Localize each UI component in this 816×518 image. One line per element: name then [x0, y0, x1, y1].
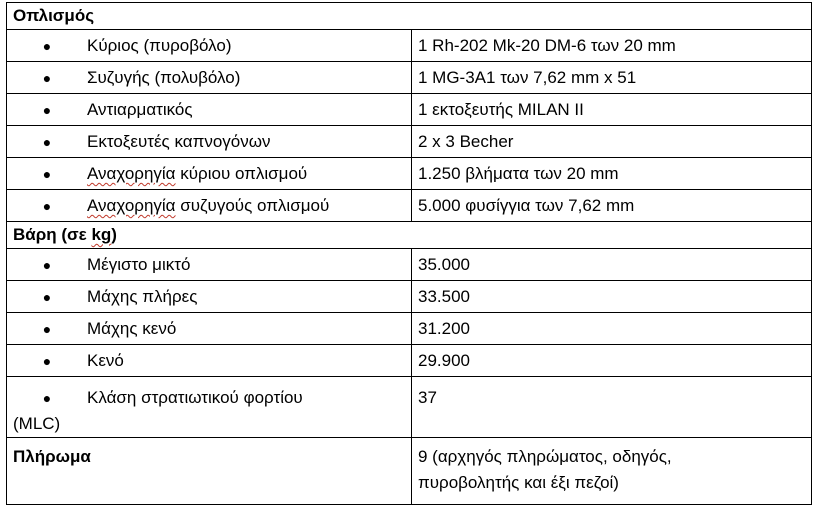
bullet-icon: ●	[42, 390, 52, 406]
crew-value-line-1: 9 (αρχηγός πληρώματος, οδηγός,	[418, 447, 672, 466]
section-title: Οπλισμός	[7, 3, 812, 30]
table-row	[7, 62, 812, 94]
specifications-table	[6, 2, 812, 505]
section-title: Βάρη (σε kg)	[7, 222, 812, 249]
crew-value-line-2: πυροβολητής και έξι πεζοί)	[418, 473, 619, 492]
section-header-armament	[7, 3, 812, 30]
crew-label: Πλήρωμα	[7, 438, 412, 505]
row-label: Μάχης πλήρες	[87, 287, 198, 306]
table-row	[7, 158, 812, 190]
table-row	[7, 190, 812, 222]
row-value: 37	[418, 388, 437, 407]
row-label: Κύριος (πυροβόλο)	[87, 36, 232, 55]
spellcheck-word: kg	[91, 225, 112, 244]
row-label: Εκτοξευτές καπνογόνων	[87, 132, 271, 151]
row-label: Κλάση στρατιωτικού φορτίου	[87, 388, 303, 407]
row-value: 5.000 φυσίγγια των 7,62 mm	[418, 196, 635, 215]
table-row	[7, 126, 812, 158]
row-value: 2 x 3 Becher	[418, 132, 514, 151]
spellcheck-word: Αναχορηγία	[87, 164, 176, 183]
row-value: 1 εκτοξευτής MILAN II	[418, 100, 584, 119]
row-value: 29.900	[418, 351, 470, 370]
bullet-icon: ●	[42, 38, 52, 54]
table-row	[7, 313, 812, 345]
bullet-icon: ●	[42, 198, 52, 214]
row-label: συζυγούς οπλισμού	[175, 196, 330, 215]
table-row	[7, 30, 812, 62]
bullet-icon: ●	[42, 257, 52, 273]
row-label: Αντιαρματικός	[87, 100, 193, 119]
table-row	[7, 345, 812, 377]
bullet-icon: ●	[42, 102, 52, 118]
row-value: 33.500	[418, 287, 470, 306]
row-label: Μάχης κενό	[87, 319, 177, 338]
row-label: Μέγιστο μικτό	[87, 255, 191, 274]
table-row	[7, 249, 812, 281]
table-row	[7, 94, 812, 126]
row-label-continuation: (MLC)	[13, 414, 61, 433]
row-value: 35.000	[418, 255, 470, 274]
row-value: 1 MG-3A1 των 7,62 mm x 51	[418, 68, 637, 87]
section-header-weights	[7, 222, 812, 249]
bullet-icon: ●	[42, 166, 52, 182]
table-row	[7, 377, 812, 438]
row-value: 1 Rh-202 Mk-20 DM-6 των 20 mm	[418, 36, 676, 55]
spellcheck-word: Αναχορηγία	[87, 196, 176, 215]
row-label: κύριου οπλισμού	[175, 164, 308, 183]
bullet-icon: ●	[42, 70, 52, 86]
bullet-icon: ●	[42, 134, 52, 150]
table-row	[7, 281, 812, 313]
row-value: 31.200	[418, 319, 470, 338]
bullet-icon: ●	[42, 353, 52, 369]
row-label: Κενό	[87, 351, 124, 370]
row-label: Συζυγής (πολυβόλο)	[87, 68, 241, 87]
bullet-icon: ●	[42, 289, 52, 305]
row-value: 1.250 βλήματα των 20 mm	[418, 164, 619, 183]
table-row-crew	[7, 438, 812, 505]
bullet-icon: ●	[42, 321, 52, 337]
